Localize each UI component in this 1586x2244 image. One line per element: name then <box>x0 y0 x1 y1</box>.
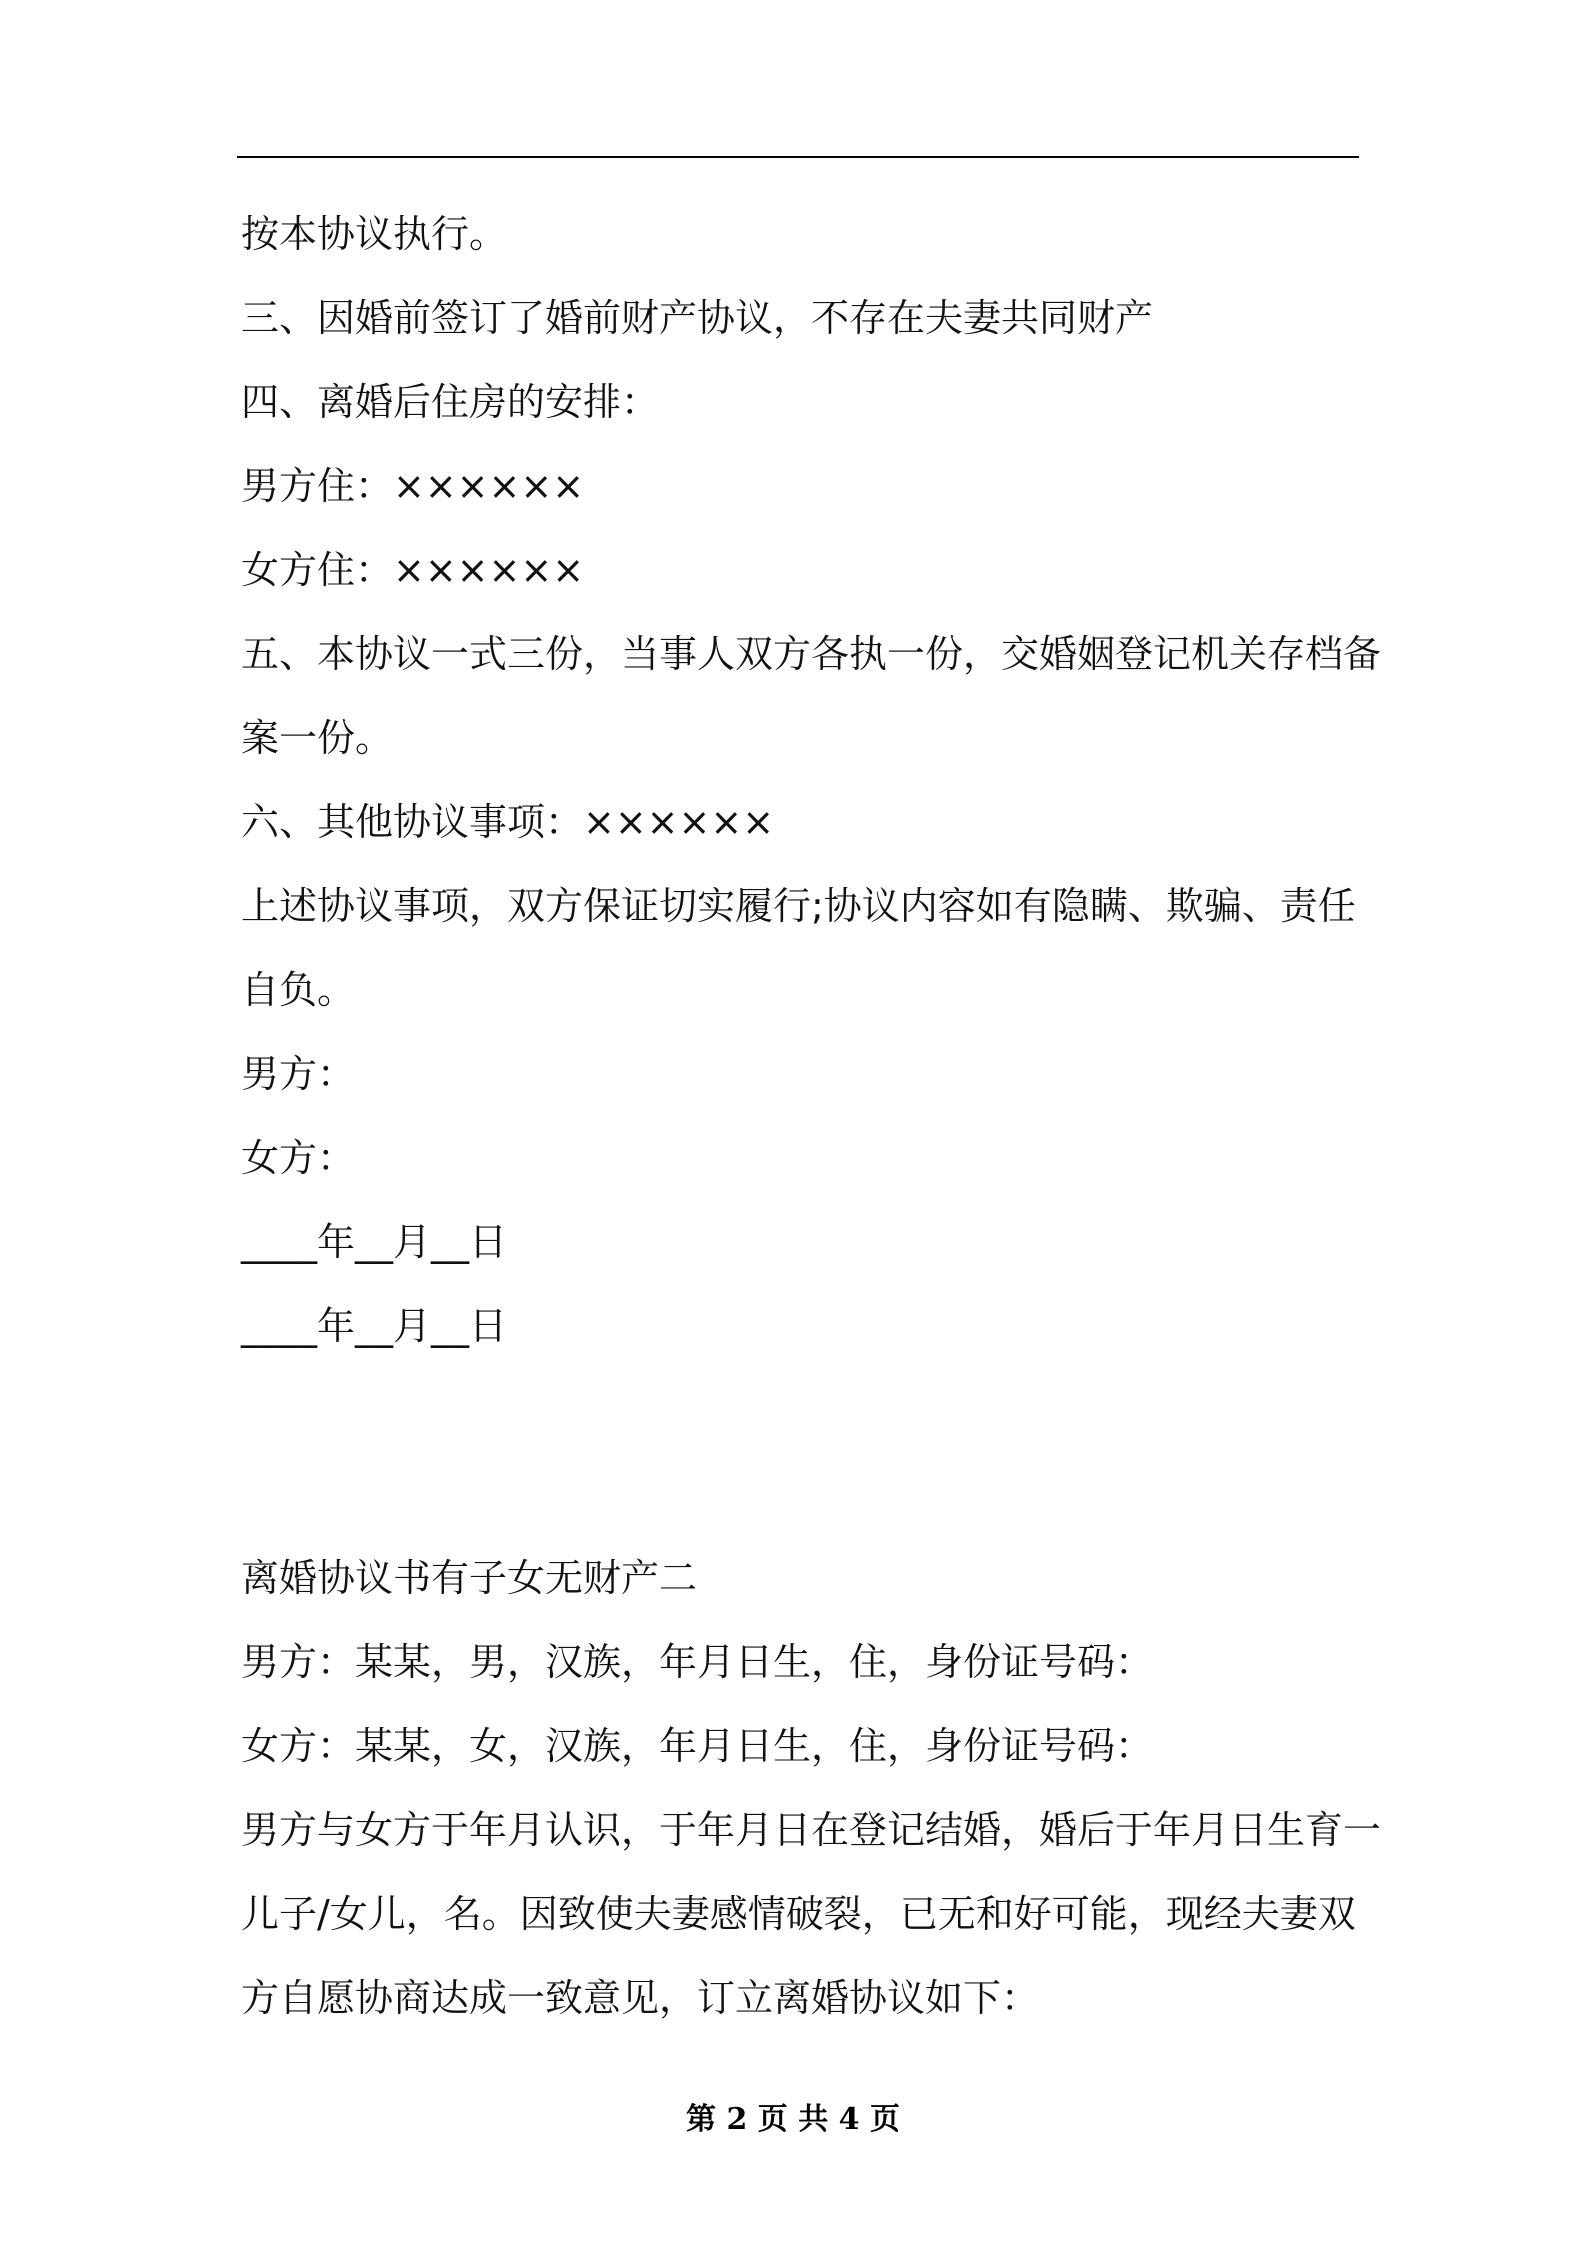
date-line: ____年__月__日 <box>241 1220 508 1264</box>
clause-four: 四、离婚后住房的安排： <box>241 380 660 424</box>
header-rule <box>237 156 1359 158</box>
female-residence: 女方住：×××××× <box>241 548 585 592</box>
male-party-info: 男方：某某，男，汉族，年月日生，住，身份证号码： <box>241 1640 1154 1684</box>
clause-six: 六、其他协议事项：×××××× <box>241 800 775 844</box>
guarantee-statement-cont: 自负。 <box>241 968 356 1012</box>
document-body <box>241 192 1382 2040</box>
clause-five: 五、本协议一式三份，当事人双方各执一份，交婚姻登记机关存档备 <box>241 632 1382 676</box>
page-number: 第 2 页 共 4 页 <box>686 2102 900 2137</box>
background-paragraph-cont: 儿子/女儿，名。因致使夫妻感情破裂，已无和好可能，现经夫妻双 <box>241 1892 1356 1936</box>
text-line: 按本协议执行。 <box>241 212 508 256</box>
female-party-info: 女方：某某，女，汉族，年月日生，住，身份证号码： <box>241 1724 1154 1768</box>
guarantee-statement: 上述协议事项，双方保证切实履行;协议内容如有隐瞒、欺骗、责任 <box>241 884 1356 928</box>
background-paragraph: 男方与女方于年月认识，于年月日在登记结婚，婚后于年月日生育一 <box>241 1808 1382 1852</box>
background-paragraph-end: 方自愿协商达成一致意见，订立离婚协议如下： <box>241 1976 1040 2020</box>
date-line: ____年__月__日 <box>241 1304 508 1348</box>
male-residence: 男方住：×××××× <box>241 464 585 508</box>
section-title: 离婚协议书有子女无财产二 <box>241 1556 698 1600</box>
male-signature: 男方： <box>241 1052 356 1096</box>
female-signature: 女方： <box>241 1136 356 1180</box>
clause-five-cont: 案一份。 <box>241 716 394 760</box>
clause-three: 三、因婚前签订了婚前财产协议，不存在夫妻共同财产 <box>241 296 1154 340</box>
section-gap <box>241 1368 1361 1536</box>
